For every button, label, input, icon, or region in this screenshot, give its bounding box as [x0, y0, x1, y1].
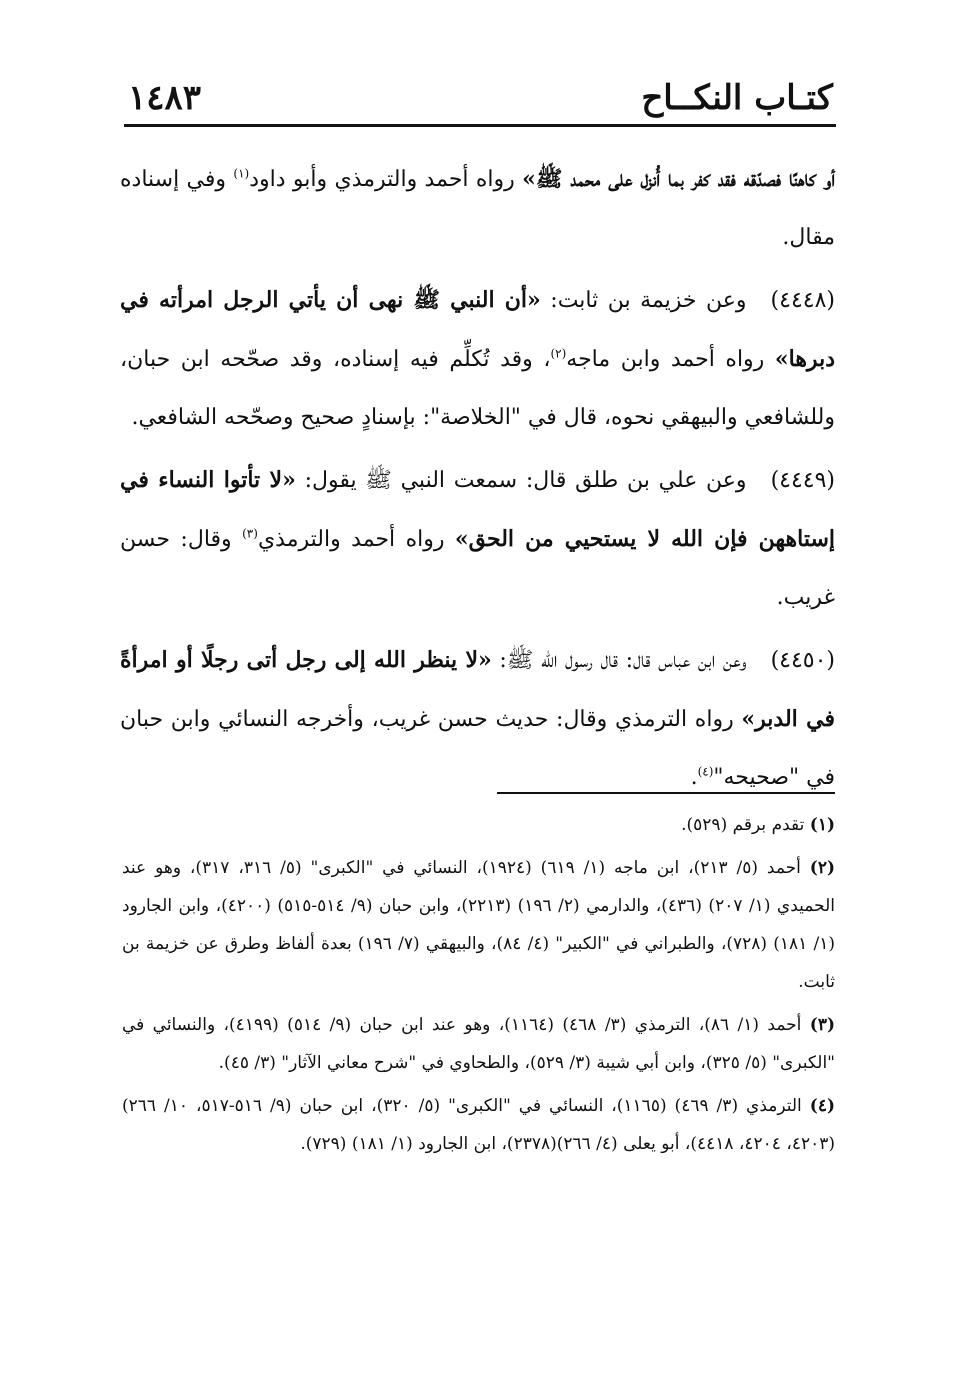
footnote-ref[interactable]: (١): [233, 166, 250, 181]
page-number: ١٤٨٣: [128, 78, 202, 118]
hadith-text: «أن النبي ﷺ نهى أن يأتي الرجل امرأته في دبرها»: [120, 287, 835, 372]
hadith-text: «لا ينظر الله إلى رجل أتى رجلًا أو امرأةً في الدبر»: [120, 647, 835, 732]
hadith-commentary: ، وقد تُكلِّم فيه إسناده، وقد صحّحه ابن حبان، وللشافعي والبيهقي نحوه، قال في "الخلاصة": بإسنادٍ صحيح وصحّحه الشافعي.: [120, 347, 835, 430]
footnote-2: [122, 849, 835, 1001]
page-header: [128, 78, 833, 126]
footnote-4: [122, 1087, 835, 1163]
footnote-number: (٢): [809, 858, 835, 878]
header-rule: [124, 124, 836, 127]
footnotes: [122, 806, 835, 1168]
paragraph-continuation: [120, 150, 835, 267]
hadith-intro: وعن ابن عباس قال: قال رسول الله ﷺ:: [491, 648, 747, 673]
footnote-ref[interactable]: (٣): [242, 526, 258, 541]
footnote-text: الترمذي (٣/ ٤٦٩) (١١٦٥)، النسائي في "الكبرى" (٥/ ٣٢٠)، ابن حبان (٩/ ٥١٦-٥١٧، ١٠/ ٢٦٦)(٤٢٠٣، ٤٢٠٤، ٤٤١٨)، أبو يعلى (٤/ ٢٦٦)(٢٣٧٨)، ابن الجارود (١/ ١٨١) (٧٢٩).: [122, 1096, 835, 1154]
hadith-number: (٤٤٤٨): [770, 288, 835, 313]
footnote-number: (٣): [809, 1015, 835, 1035]
hadith-commentary: .: [690, 765, 698, 790]
hadith-number: (٤٤٥٠): [770, 648, 836, 673]
footnote-ref[interactable]: (٤): [697, 764, 714, 779]
footnote-number: (٤): [809, 1096, 835, 1116]
hadith-4450: [120, 631, 835, 807]
hadith-text: «لا تأتوا النساء في إستاههن فإن الله لا يستحيي من الحق»: [120, 467, 835, 552]
footnote-separator: [497, 792, 835, 794]
footnote-number: (١): [809, 815, 835, 835]
footnote-text: تقدم برقم (٥٢٩).: [681, 815, 810, 835]
hadith-intro: وعن خزيمة بن ثابت:: [540, 288, 747, 313]
footnote-text: أحمد (٥/ ٢١٣)، ابن ماجه (١/ ٦١٩) (١٩٢٤)، النسائي في "الكبرى" (٥/ ٣١٦، ٣١٧)، وهو عند الحميدي (١/ ٢٠٧) (٤٣٦)، والدارمي (٢/ ١٩٦) (٢٢١٣)، وابن حبان (٩/ ٥١٤-٥١٥) (٤٢٠٠)، وابن الجارود (١/ ١٨١) (٧٢٨)، والطبراني في "الكبير" (٤/ ٨٤)، والبيهقي (٧/ ١٩٦) بعدة ألفاظ وطرق عن خزيمة بن ثابت.: [122, 858, 835, 992]
chapter-title: كتـاب النكــاح: [641, 78, 833, 118]
main-text: [120, 150, 835, 811]
hadith-intro: وعن علي بن طلق قال: سمعت النبي ﷺ يقول:: [295, 468, 747, 493]
paragraph-tail: وفي إسناده مقال.: [120, 167, 835, 250]
hadith-4449: [120, 451, 835, 627]
footnote-3: [122, 1006, 835, 1082]
paragraph-text: رواه أحمد والترمذي وأبو داود: [249, 167, 523, 192]
paragraph-bold-lead: أو كاهنًا فصدّقه فقد كفر بما أُنزل على محمد ﷺ»: [522, 166, 835, 192]
footnote-1: [122, 806, 835, 844]
hadith-source: رواه الترمذي وقال: حديث حسن غريب، وأخرجه النسائي وابن حبان في "صحيحه": [120, 707, 835, 790]
hadith-source: رواه أحمد وابن ماجه: [566, 347, 775, 372]
hadith-commentary: وقال: حسن غريب.: [120, 527, 835, 610]
hadith-number: (٤٤٤٩): [770, 468, 836, 493]
hadith-4448: [120, 271, 835, 447]
hadith-source: رواه أحمد والترمذي: [257, 527, 455, 552]
footnote-text: أحمد (١/ ٨٦)، الترمذي (٣/ ٤٦٨) (١١٦٤)، وهو عند ابن حبان (٩/ ٥١٤) (٤١٩٩)، والنسائي في "الكبرى" (٥/ ٣٢٥)، وابن أبي شيبة (٣/ ٥٢٩)، والطحاوي في "شرح معاني الآثار" (٣/ ٤٥).: [122, 1015, 835, 1073]
footnote-ref[interactable]: (٢): [550, 346, 567, 361]
